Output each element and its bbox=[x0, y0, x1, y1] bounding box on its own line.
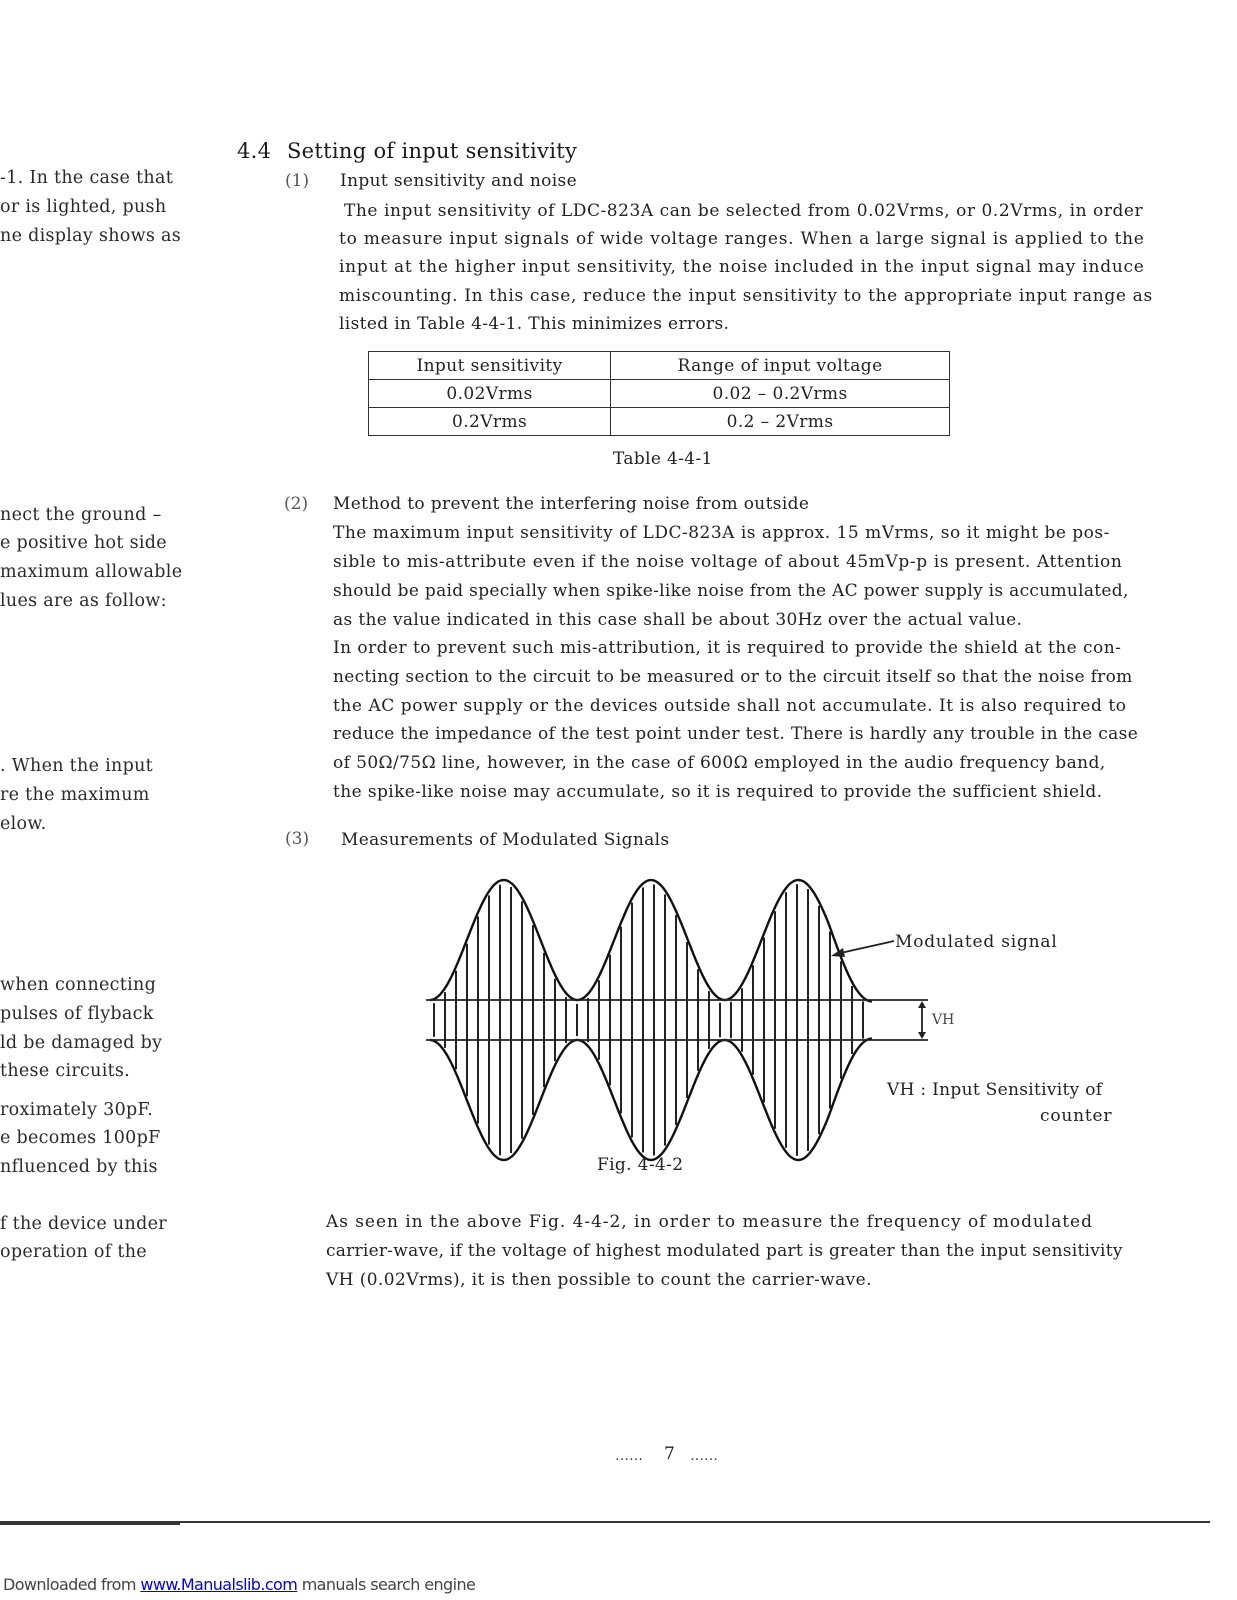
page-dots: …… bbox=[690, 1448, 718, 1464]
paragraph-line: As seen in the above Fig. 4-4-2, in order to measure the frequency of modulated bbox=[326, 1212, 1093, 1232]
left-line: roximately 30pF. bbox=[0, 1100, 154, 1120]
left-line: operation of the bbox=[0, 1242, 147, 1262]
left-line: ne display shows as bbox=[0, 226, 182, 246]
paragraph-line: sible to mis-attribute even if the noise voltage of about 45mVp-p is present. Attention bbox=[333, 552, 1123, 572]
item-title: Measurements of Modulated Signals bbox=[341, 830, 670, 850]
page-number: 7 bbox=[664, 1444, 676, 1464]
item-title: Input sensitivity and noise bbox=[340, 171, 577, 191]
left-line: nfluenced by this bbox=[0, 1157, 158, 1177]
left-line: lues are as follow: bbox=[0, 591, 167, 611]
paragraph-line: reduce the impedance of the test point under test. There is hardly any trouble in the case bbox=[333, 724, 1139, 744]
table-cell: 0.02 – 0.2Vrms bbox=[611, 380, 950, 408]
upper-envelope bbox=[430, 880, 872, 1002]
paragraph-line: carrier-wave, if the voltage of highest modulated part is greater than the input sensitivity bbox=[326, 1241, 1123, 1261]
left-line: re the maximum bbox=[0, 785, 150, 805]
left-line: ld be damaged by bbox=[0, 1033, 163, 1053]
section-title: Setting of input sensitivity bbox=[287, 139, 578, 163]
item-number: (2) bbox=[284, 494, 309, 514]
table-cell: 0.02Vrms bbox=[369, 380, 611, 408]
arrow-up-icon bbox=[918, 1001, 926, 1008]
paragraph-line: The input sensitivity of LDC-823A can be selected from 0.02Vrms, or 0.2Vrms, in order bbox=[344, 201, 1144, 221]
download-footer bbox=[3, 1575, 475, 1594]
paragraph-line: VH (0.02Vrms), it is then possible to count the carrier-wave. bbox=[326, 1270, 872, 1290]
left-line: f the device under bbox=[0, 1214, 167, 1234]
table-caption: Table 4-4-1 bbox=[613, 449, 713, 469]
table-cell: 0.2 – 2Vrms bbox=[611, 408, 950, 436]
left-line: maximum allowable bbox=[0, 562, 183, 582]
table-header: Input sensitivity bbox=[369, 352, 611, 380]
footer-prefix: Downloaded from bbox=[3, 1575, 141, 1594]
paragraph-line: input at the higher input sensitivity, the noise included in the input signal may induce bbox=[339, 257, 1145, 277]
carrier-wave bbox=[434, 884, 863, 1156]
vh-caption: counter bbox=[1040, 1106, 1113, 1126]
left-line: . When the input bbox=[0, 756, 153, 776]
paragraph-line: of 50Ω/75Ω line, however, in the case of 600Ω employed in the audio frequency band, bbox=[333, 753, 1106, 773]
left-line: when connecting bbox=[0, 975, 157, 995]
item-number: (3) bbox=[285, 829, 310, 849]
section-number: 4.4 bbox=[237, 139, 272, 163]
paragraph-line: the spike-like noise may accumulate, so it is required to provide the sufficient shield. bbox=[333, 782, 1103, 802]
paragraph-line: as the value indicated in this case shall be about 30Hz over the actual value. bbox=[333, 610, 1023, 630]
figure-caption: Fig. 4-4-2 bbox=[597, 1155, 684, 1175]
left-line: elow. bbox=[0, 814, 47, 834]
vh-label: VH bbox=[932, 1012, 955, 1028]
item-title: Method to prevent the interfering noise from outside bbox=[333, 494, 810, 514]
paragraph-line: should be paid specially when spike-like noise from the AC power supply is accumulated, bbox=[333, 581, 1129, 601]
left-line: -1. In the case that bbox=[0, 168, 174, 188]
vh-caption: VH : Input Sensitivity of bbox=[887, 1080, 1103, 1100]
table-cell: 0.2Vrms bbox=[369, 408, 611, 436]
paragraph-line: miscounting. In this case, reduce the input sensitivity to the appropriate input range as bbox=[339, 286, 1153, 306]
left-line: these circuits. bbox=[0, 1061, 131, 1081]
arrow-down-icon bbox=[918, 1032, 926, 1039]
table-header: Range of input voltage bbox=[611, 352, 950, 380]
manualslib-link[interactable]: www.Manualslib.com bbox=[140, 1575, 298, 1594]
page-dots: …… bbox=[615, 1448, 643, 1464]
left-line: e becomes 100pF bbox=[0, 1128, 161, 1148]
paragraph-line: the AC power supply or the devices outside shall not accumulate. It is also required to bbox=[333, 696, 1127, 716]
modulated-signal-label: Modulated signal bbox=[895, 932, 1058, 952]
footer-suffix: manuals search engine bbox=[297, 1575, 476, 1594]
paragraph-line: listed in Table 4-4-1. This minimizes errors. bbox=[339, 314, 730, 334]
pointer-line bbox=[836, 941, 894, 954]
left-line: or is lighted, push bbox=[0, 197, 167, 217]
bottom-rule bbox=[0, 1521, 1210, 1523]
bottom-rule bbox=[0, 1523, 180, 1525]
item-number: (1) bbox=[285, 171, 310, 191]
left-line: pulses of flyback bbox=[0, 1004, 154, 1024]
paragraph-line: necting section to the circuit to be measured or to the circuit itself so that the noise from bbox=[333, 667, 1133, 687]
lower-envelope bbox=[430, 1039, 872, 1161]
left-line: e positive hot side bbox=[0, 533, 167, 553]
paragraph-line: The maximum input sensitivity of LDC-823A is approx. 15 mVrms, so it might be pos- bbox=[333, 523, 1110, 543]
left-line: nect the ground – bbox=[0, 505, 162, 525]
paragraph-line: In order to prevent such mis-attribution, it is required to provide the shield at the con- bbox=[333, 638, 1122, 658]
paragraph-line: to measure input signals of wide voltage ranges. When a large signal is applied to the bbox=[339, 229, 1145, 249]
